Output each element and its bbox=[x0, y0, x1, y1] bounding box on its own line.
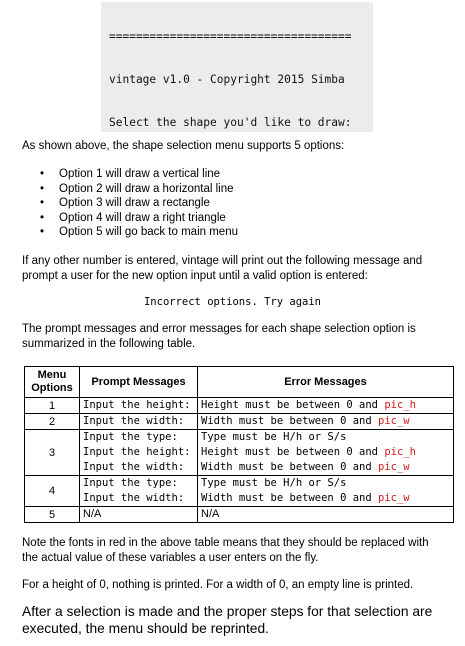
intro-paragraph: As shown above, the shape selection menu supports 5 options: bbox=[22, 140, 345, 152]
error-line bbox=[201, 507, 450, 522]
bullet-icon: • bbox=[40, 197, 45, 209]
prompt-line: Input the width: bbox=[83, 461, 185, 473]
note-paragraph bbox=[22, 536, 429, 565]
option-number-cell: 1 bbox=[25, 398, 80, 414]
options-list bbox=[40, 167, 238, 240]
messages-table bbox=[24, 366, 454, 523]
option-number-cell: 3 bbox=[25, 430, 80, 476]
zero-paragraph: For a height of 0, nothing is printed. For a width of 0, an empty line is printed. bbox=[22, 579, 414, 591]
option-text: Option 2 will draw a horizontal line bbox=[59, 182, 234, 195]
error-line bbox=[201, 430, 450, 445]
summary-paragraph bbox=[22, 322, 416, 351]
bullet-icon: • bbox=[40, 182, 45, 195]
table-row bbox=[25, 476, 454, 507]
table-row bbox=[25, 414, 454, 430]
table-row bbox=[25, 507, 454, 523]
header-prompt-messages: Prompt Messages bbox=[80, 367, 198, 398]
table-row bbox=[25, 398, 454, 414]
prompt-line: Input the width: bbox=[83, 415, 185, 427]
option-text: Option 4 will draw a right triangle bbox=[59, 211, 226, 224]
variable-placeholder: pic_w bbox=[378, 461, 410, 473]
console-line: ==================================== bbox=[109, 30, 352, 44]
paragraph-line: summarized in the following table. bbox=[22, 337, 196, 350]
prompt-cell bbox=[80, 507, 198, 523]
error-line bbox=[201, 398, 450, 413]
prompt-line: N/A bbox=[83, 508, 102, 520]
paragraph-line: Note the fonts in red in the above table means that they should be replaced with bbox=[22, 537, 429, 549]
paragraph-line: The prompt messages and error messages for each shape selection option is bbox=[22, 323, 416, 335]
header-menu-options bbox=[25, 367, 80, 398]
console-output bbox=[101, 2, 373, 132]
error-cell bbox=[198, 414, 454, 430]
prompt-cell bbox=[80, 398, 198, 414]
error-line bbox=[201, 445, 450, 460]
variable-placeholder: pic_w bbox=[378, 492, 410, 504]
error-text: N/A bbox=[201, 508, 220, 520]
variable-placeholder: pic_w bbox=[378, 415, 410, 427]
error-text: Height must be between 0 and bbox=[201, 446, 385, 458]
list-item bbox=[40, 167, 238, 182]
prompt-cell bbox=[80, 414, 198, 430]
option-number-cell: 2 bbox=[25, 414, 80, 430]
error-text: Type must be H/h or S/s bbox=[201, 477, 347, 489]
prompt-line: Input the height: bbox=[83, 399, 191, 411]
error-cell bbox=[198, 507, 454, 523]
prompt-line: Input the width: bbox=[83, 492, 185, 504]
error-line bbox=[201, 476, 450, 491]
prompt-cell bbox=[80, 430, 198, 476]
paragraph-line: After a selection is made and the proper steps for that selection are bbox=[22, 604, 433, 619]
paragraph-line: If any other number is entered, vintage will print out the following message and bbox=[22, 255, 423, 267]
prompt-cell bbox=[80, 476, 198, 507]
error-message-example: Incorrect options. Try again bbox=[143, 296, 321, 308]
bullet-icon: • bbox=[40, 211, 45, 224]
error-line bbox=[201, 460, 450, 475]
error-text: Height must be between 0 and bbox=[201, 399, 385, 411]
list-item bbox=[40, 182, 238, 197]
error-cell bbox=[198, 476, 454, 507]
error-line bbox=[201, 491, 450, 506]
option-number-cell: 5 bbox=[25, 507, 80, 523]
prompt-line: Input the height: bbox=[83, 446, 191, 458]
paragraph-line: executed, the menu should be reprinted. bbox=[22, 621, 269, 636]
table-header-row bbox=[25, 367, 454, 398]
console-line: vintage v1.0 - Copyright 2015 Simba bbox=[109, 73, 345, 86]
list-item bbox=[40, 196, 238, 211]
header-text: Menu bbox=[37, 369, 67, 381]
error-text: Width must be between 0 and bbox=[201, 415, 379, 427]
error-cell bbox=[198, 430, 454, 476]
paragraph-line: prompt a user for the new option input until a valid option is entered: bbox=[22, 269, 368, 282]
list-item bbox=[40, 225, 238, 240]
console-line: Select the shape you'd like to draw: bbox=[109, 115, 352, 129]
list-item bbox=[40, 211, 238, 226]
bullet-icon: • bbox=[40, 168, 45, 180]
prompt-line: Input the type: bbox=[83, 477, 178, 489]
error-text: Width must be between 0 and bbox=[201, 461, 379, 473]
paragraph-line: the actual value of these variables a user enters on the fly. bbox=[22, 551, 319, 564]
option-text: Option 5 will go back to main menu bbox=[59, 226, 238, 238]
header-text: Options bbox=[31, 382, 73, 394]
error-line bbox=[201, 414, 450, 429]
table-body bbox=[25, 398, 454, 523]
final-paragraph bbox=[22, 603, 432, 637]
variable-placeholder: pic_h bbox=[384, 399, 416, 411]
option-text: Option 1 will draw a vertical line bbox=[59, 168, 221, 180]
error-text: Type must be H/h or S/s bbox=[201, 431, 347, 443]
error-text: Width must be between 0 and bbox=[201, 492, 379, 504]
prompt-line: Input the type: bbox=[83, 431, 178, 443]
header-error-messages: Error Messages bbox=[198, 367, 454, 398]
bullet-icon: • bbox=[40, 226, 45, 238]
error-cell bbox=[198, 398, 454, 414]
table-row bbox=[25, 430, 454, 476]
invalid-paragraph bbox=[22, 254, 422, 283]
option-number-cell: 4 bbox=[25, 476, 80, 507]
variable-placeholder: pic_h bbox=[384, 446, 416, 458]
option-text: Option 3 will draw a rectangle bbox=[59, 197, 210, 209]
